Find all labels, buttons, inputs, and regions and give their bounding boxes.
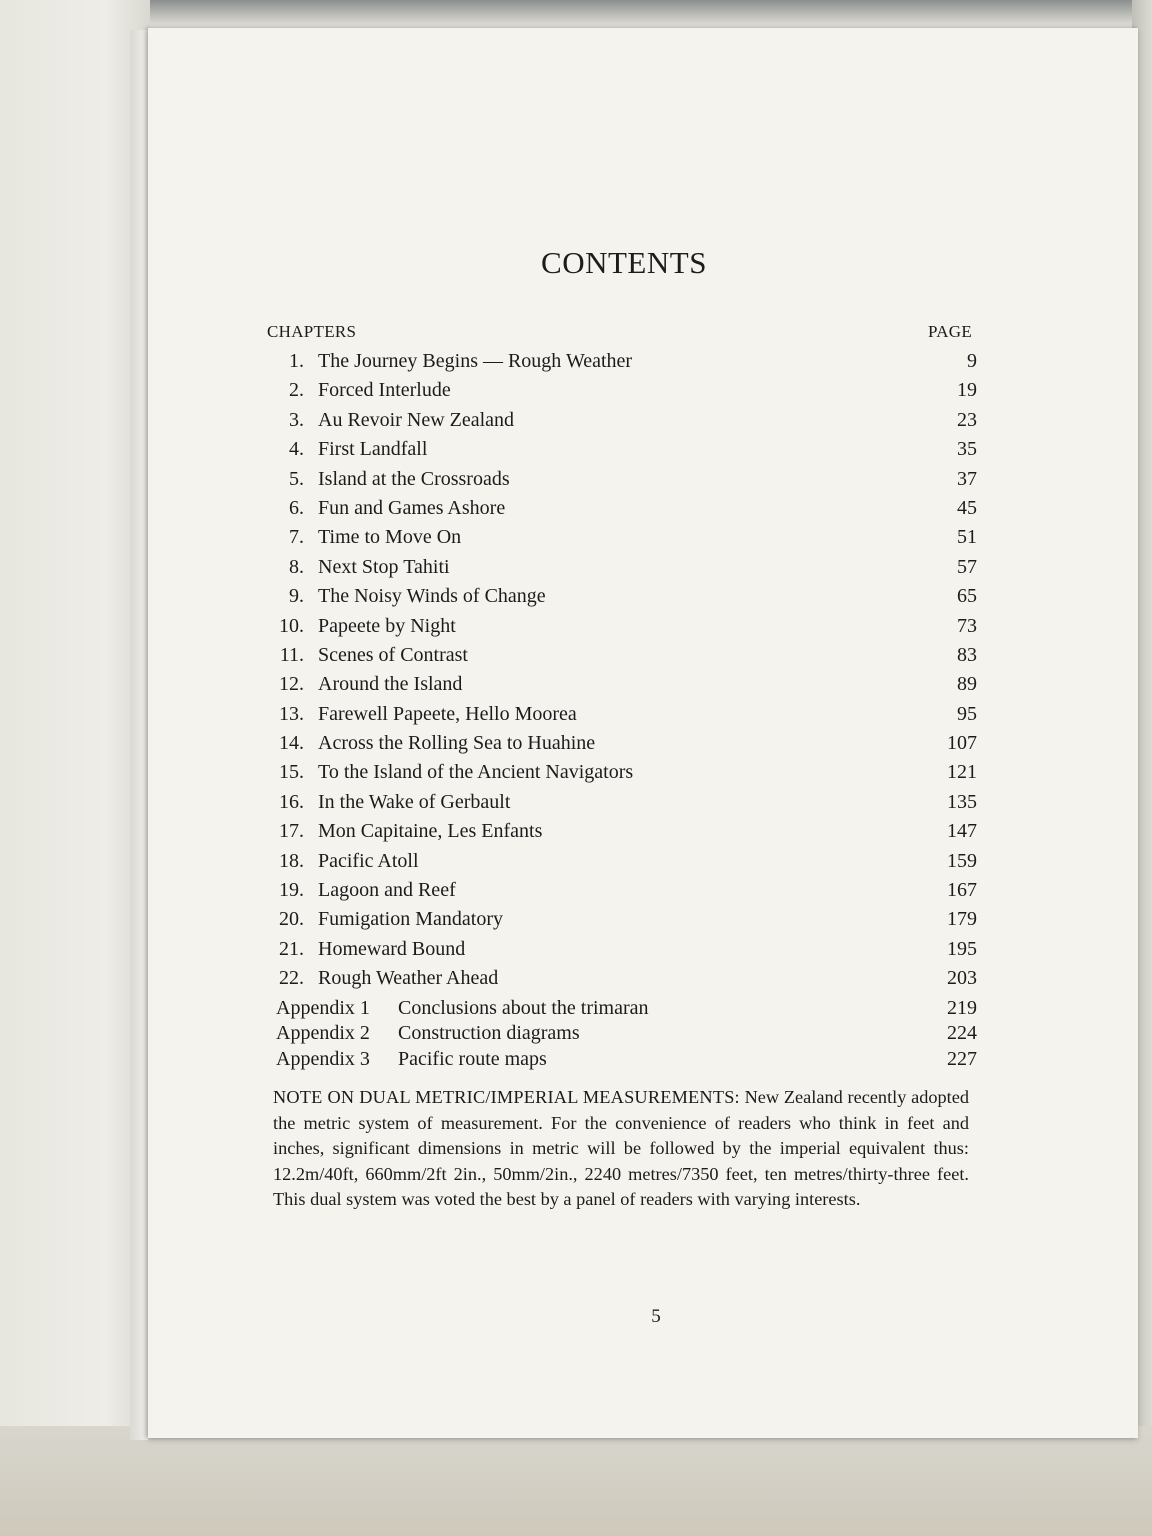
chapter-page: 45 bbox=[957, 496, 977, 519]
chapter-row bbox=[272, 379, 977, 408]
chapter-number: 2. bbox=[289, 379, 304, 402]
chapter-number: 4. bbox=[289, 438, 304, 461]
chapter-number: 9. bbox=[289, 585, 304, 608]
chapter-title: Around the Island bbox=[318, 673, 463, 696]
book-cover-top bbox=[0, 0, 1152, 30]
chapter-number: 1. bbox=[289, 350, 304, 372]
page-spine-edge bbox=[130, 30, 148, 1440]
chapter-page: 51 bbox=[957, 526, 977, 549]
chapter-page: 147 bbox=[947, 820, 977, 843]
chapter-number: 6. bbox=[289, 496, 304, 519]
chapter-row bbox=[272, 615, 977, 644]
appendix-title: Pacific route maps bbox=[398, 1047, 547, 1070]
chapter-title: Forced Interlude bbox=[318, 379, 451, 402]
chapter-row bbox=[272, 967, 977, 996]
appendix-label: Appendix 3 bbox=[276, 1047, 370, 1070]
table-surface bbox=[0, 1426, 1152, 1536]
appendix-title: Conclusions about the trimaran bbox=[398, 996, 649, 1019]
chapter-page: 179 bbox=[947, 908, 977, 931]
chapter-title: To the Island of the Ancient Navigators bbox=[318, 761, 634, 784]
chapter-page: 19 bbox=[957, 379, 977, 402]
chapter-row bbox=[272, 938, 977, 967]
chapter-number: 13. bbox=[279, 702, 304, 725]
appendix-list bbox=[272, 997, 977, 1074]
chapter-page: 121 bbox=[947, 761, 977, 784]
chapter-page: 83 bbox=[957, 643, 977, 666]
chapter-row bbox=[272, 791, 977, 820]
chapter-page: 37 bbox=[957, 467, 977, 490]
chapter-page: 65 bbox=[957, 585, 977, 608]
chapter-number: 17. bbox=[279, 820, 304, 843]
chapter-title: Fumigation Mandatory bbox=[318, 908, 503, 931]
chapter-page: 195 bbox=[947, 937, 977, 960]
chapter-page: 9 bbox=[967, 350, 977, 372]
chapters-column-heading: CHAPTERS bbox=[267, 322, 357, 341]
chapter-number: 3. bbox=[289, 408, 304, 431]
chapter-page: 35 bbox=[957, 438, 977, 461]
chapter-row bbox=[272, 703, 977, 732]
chapter-row bbox=[272, 438, 977, 467]
chapter-number: 5. bbox=[289, 467, 304, 490]
chapter-page: 159 bbox=[947, 849, 977, 872]
chapter-page: 23 bbox=[957, 408, 977, 431]
chapter-title: Lagoon and Reef bbox=[318, 879, 456, 902]
chapter-number: 7. bbox=[289, 526, 304, 549]
appendix-label: Appendix 2 bbox=[276, 1022, 370, 1045]
chapter-page: 73 bbox=[957, 614, 977, 637]
chapter-title: First Landfall bbox=[318, 438, 428, 461]
chapter-title: Papeete by Night bbox=[318, 614, 456, 637]
appendix-row bbox=[272, 1022, 977, 1048]
chapter-row bbox=[272, 497, 977, 526]
note-heading: NOTE ON DUAL METRIC/IMPERIAL MEASUREMENTS: bbox=[273, 1087, 740, 1107]
chapter-number: 19. bbox=[279, 879, 304, 902]
note-body: New Zealand recently adopted the metric system of measurement. For the convenience of readers who think in feet and inches, significant dimensions in metric will be followed by the imperial equivalent thus: 12.2m/40ft, 660mm/2ft 2in., 50mm/2in., 2240 metres/7350 feet, ten metres/thirty-three feet. This dual system was voted the best by a panel of readers with varying interests. bbox=[273, 1087, 969, 1209]
chapter-title: Mon Capitaine, Les Enfants bbox=[318, 820, 543, 843]
chapter-title: Farewell Papeete, Hello Moorea bbox=[318, 702, 577, 725]
chapter-list bbox=[272, 350, 977, 997]
chapter-row bbox=[272, 644, 977, 673]
chapter-number: 16. bbox=[279, 790, 304, 813]
chapter-number: 21. bbox=[279, 937, 304, 960]
chapter-page: 203 bbox=[947, 967, 977, 990]
chapter-row bbox=[272, 732, 977, 761]
chapter-number: 10. bbox=[279, 614, 304, 637]
chapter-number: 18. bbox=[279, 849, 304, 872]
chapter-page: 167 bbox=[947, 879, 977, 902]
chapter-title: Time to Move On bbox=[318, 526, 462, 549]
chapter-title: Pacific Atoll bbox=[318, 849, 419, 872]
table-of-contents bbox=[272, 350, 977, 1073]
chapter-row bbox=[272, 526, 977, 555]
chapter-page: 57 bbox=[957, 555, 977, 578]
chapter-title: Au Revoir New Zealand bbox=[318, 408, 515, 431]
chapter-title: In the Wake of Gerbault bbox=[318, 790, 511, 813]
appendix-title: Construction diagrams bbox=[398, 1022, 580, 1045]
page-number: 5 bbox=[651, 1306, 661, 1327]
chapter-page: 135 bbox=[947, 790, 977, 813]
chapter-row bbox=[272, 673, 977, 702]
chapter-number: 14. bbox=[279, 732, 304, 755]
chapter-title: The Noisy Winds of Change bbox=[318, 585, 546, 608]
chapter-row bbox=[272, 468, 977, 497]
appendix-row bbox=[272, 1048, 977, 1074]
page-title: CONTENTS bbox=[541, 245, 707, 280]
appendix-page: 227 bbox=[947, 1047, 977, 1070]
chapter-row bbox=[272, 350, 977, 379]
chapter-title: The Journey Begins — Rough Weather bbox=[318, 350, 633, 372]
chapter-title: Across the Rolling Sea to Huahine bbox=[318, 732, 596, 755]
chapter-number: 11. bbox=[279, 643, 304, 666]
chapter-number: 12. bbox=[279, 673, 304, 696]
chapter-row bbox=[272, 556, 977, 585]
book-cover-left bbox=[0, 0, 150, 1536]
chapter-row bbox=[272, 761, 977, 790]
chapter-number: 8. bbox=[289, 555, 304, 578]
chapter-number: 20. bbox=[279, 908, 304, 931]
chapter-number: 22. bbox=[279, 967, 304, 990]
appendix-row bbox=[272, 997, 977, 1023]
chapter-row bbox=[272, 409, 977, 438]
chapter-page: 89 bbox=[957, 673, 977, 696]
chapter-row bbox=[272, 585, 977, 614]
chapter-title: Scenes of Contrast bbox=[318, 643, 468, 666]
measurement-note bbox=[273, 1085, 969, 1213]
chapter-title: Next Stop Tahiti bbox=[318, 555, 450, 578]
appendix-label: Appendix 1 bbox=[276, 996, 370, 1019]
appendix-page: 224 bbox=[947, 1022, 977, 1045]
chapter-row bbox=[272, 850, 977, 879]
chapter-row bbox=[272, 820, 977, 849]
chapter-number: 15. bbox=[279, 761, 304, 784]
appendix-page: 219 bbox=[947, 996, 977, 1019]
chapter-title: Fun and Games Ashore bbox=[318, 496, 506, 519]
chapter-title: Homeward Bound bbox=[318, 937, 466, 960]
chapter-title: Rough Weather Ahead bbox=[318, 967, 499, 990]
chapter-page: 107 bbox=[947, 732, 977, 755]
chapter-title: Island at the Crossroads bbox=[318, 467, 510, 490]
chapter-page: 95 bbox=[957, 702, 977, 725]
page-column-heading: PAGE bbox=[928, 322, 973, 341]
chapter-row bbox=[272, 879, 977, 908]
chapter-row bbox=[272, 908, 977, 937]
